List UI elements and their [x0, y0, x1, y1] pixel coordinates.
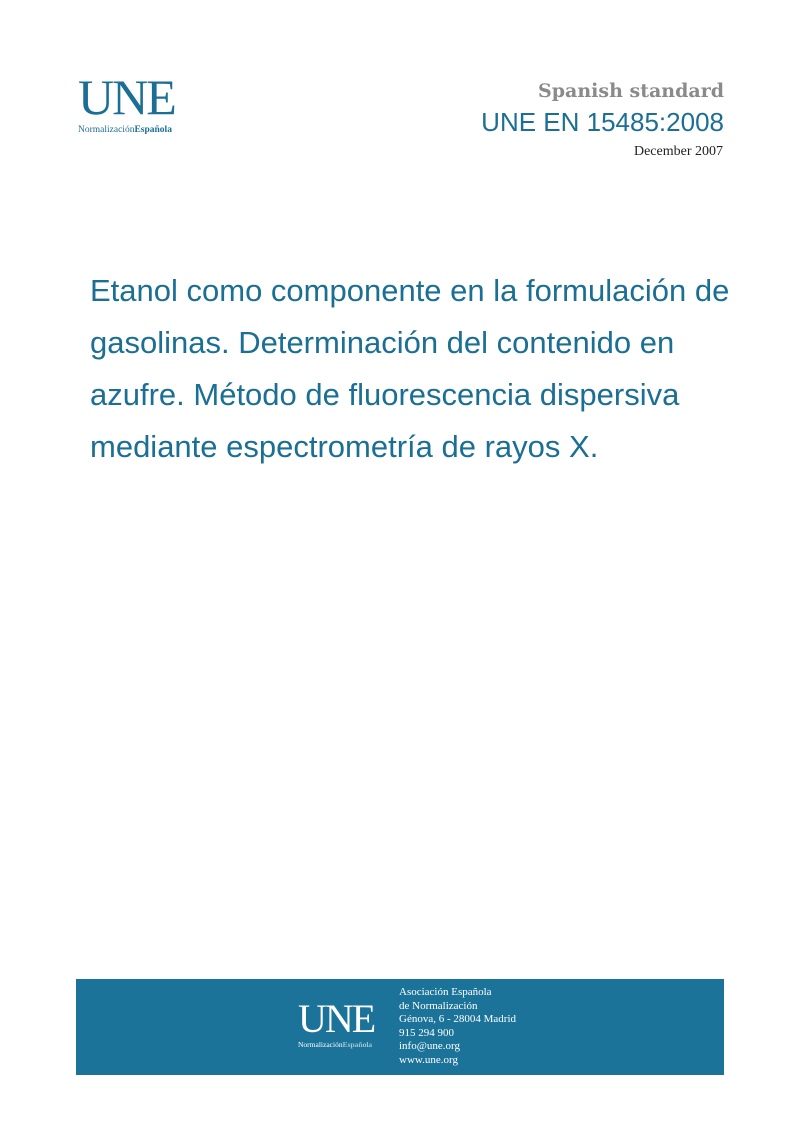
une-logo [78, 69, 208, 135]
footer-logo-sub-a: Normalización [298, 1040, 343, 1049]
standard-header [481, 78, 724, 160]
footer-logo-sub-b: Española [342, 1040, 373, 1049]
title-line: gasolinas. Determinación del contenido en [90, 325, 675, 360]
standard-code: UNE EN 15485:2008 [481, 107, 724, 137]
footer-banner [76, 979, 724, 1075]
footer-une-logo [298, 996, 375, 1049]
title-line: azufre. Método de fluorescencia dispersiva [90, 377, 680, 412]
footer-logo-mark: UNE [298, 996, 375, 1041]
footer-phone: 915 294 900 [399, 1026, 454, 1039]
footer-logo-subtitle [298, 1040, 374, 1049]
une-logo-sub-b: Española [134, 125, 172, 135]
une-logo-sub-a: Normalización [78, 125, 135, 135]
footer-org-name-2: de Normalización [399, 999, 478, 1012]
footer-org-name-1: Asociación Española [399, 986, 492, 998]
footer-website-link[interactable]: www.une.org [399, 1053, 458, 1066]
document-title [90, 265, 770, 473]
standard-date: December 2007 [633, 144, 723, 159]
une-logo-subtitle [78, 125, 208, 135]
footer-address: Génova, 6 - 28004 Madrid [399, 1013, 517, 1026]
footer-email-link[interactable]: info@une.org [399, 1040, 460, 1053]
une-logo-mark: UNE [78, 69, 175, 125]
standard-kind: Spanish standard [538, 80, 724, 102]
title-line: mediante espectrometría de rayos X. [90, 429, 599, 464]
footer-contact [399, 986, 516, 1068]
title-line: Etanol como componente en la formulación de [90, 273, 730, 308]
